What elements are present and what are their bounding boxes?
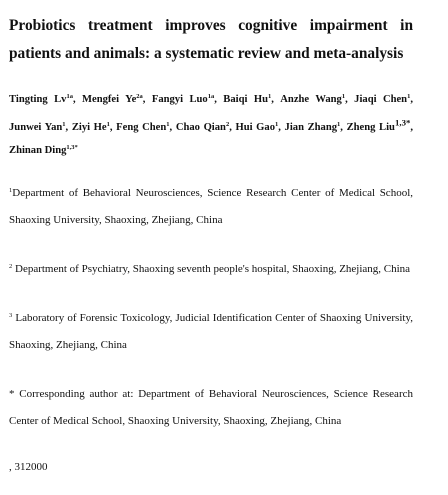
author-affiliation-mark: 1 (337, 120, 341, 128)
paper-title: Probiotics treatment improves cognitive impairment in patients and animals: a systematic review and meta-analysis (9, 17, 413, 62)
author-affiliation-mark: 1 (341, 93, 346, 100)
author-separator: , (169, 121, 176, 133)
author (82, 94, 152, 105)
author-affiliation-mark: 1,3* (394, 117, 411, 127)
author-affiliation-mark: 2 (225, 120, 230, 128)
author-separator: , (65, 121, 72, 133)
author-affiliation-mark: 1 (166, 120, 170, 128)
author-affiliation-mark: 1 (275, 120, 279, 128)
author-affiliation-mark: 1 (62, 120, 66, 128)
author-name: Hui Gao (235, 121, 276, 133)
author-name: Baiqi Hu (223, 94, 268, 105)
author-affiliation-mark: 1a (207, 93, 215, 100)
author (116, 122, 176, 133)
author-separator: , (109, 121, 117, 133)
author-separator: , (229, 121, 236, 133)
author-list (9, 88, 413, 162)
author-separator: , (278, 121, 285, 133)
author-name: Tingting Lv (9, 94, 67, 105)
affiliation-3 (9, 305, 413, 359)
author-affiliation-mark: 1,3* (66, 143, 78, 151)
author (235, 122, 284, 133)
author-affiliation-mark: 1a (66, 93, 73, 100)
affiliation-mark: 1 (9, 186, 13, 194)
author (280, 94, 354, 105)
author (223, 94, 280, 105)
author-name: Zheng Liu (346, 121, 395, 133)
author-name: Jiaqi Chen (354, 94, 408, 105)
author (354, 94, 413, 105)
paper-page (9, 12, 413, 477)
affiliation-mark: 3 (9, 311, 13, 319)
author (9, 94, 82, 105)
author-name: Feng Chen (116, 121, 167, 133)
corresponding-author-note (9, 381, 413, 435)
author-separator: , (72, 94, 83, 105)
author-name: Jian Zhang (284, 121, 338, 133)
author-separator: , (410, 94, 413, 105)
postcode: , 312000 (9, 460, 48, 473)
author-affiliation-mark: 1 (106, 120, 110, 128)
author-name: Junwei Yan (9, 121, 63, 133)
corresponding-mark: * (9, 387, 15, 400)
affiliation-text: Department of Psychiatry, Shaoxing seventh people's hospital, Shaoxing, Zhejiang, China (12, 262, 411, 275)
author-affiliation-mark: 1 (407, 93, 411, 100)
author (152, 94, 223, 105)
author-affiliation-mark: 2a (136, 93, 143, 100)
affiliation-mark: 2 (9, 262, 13, 270)
author (176, 122, 236, 133)
affiliation-2 (9, 256, 413, 283)
author-separator: , (271, 94, 281, 105)
author-name: Fangyi Luo (151, 94, 208, 105)
author-separator: , (340, 121, 347, 133)
author-separator: , (410, 121, 414, 133)
affiliation-text: Laboratory of Forensic Toxicology, Judicial Identification Center of Shaoxing University, Shaoxing, Zhejiang, China (9, 311, 413, 351)
author-name: Mengfei Ye (82, 94, 137, 105)
author (9, 145, 78, 156)
author-name: Zhinan Ding (9, 144, 67, 156)
author (285, 122, 347, 133)
author (9, 122, 72, 133)
author (346, 117, 414, 133)
author-name: Anzhe Wang (280, 94, 342, 105)
affiliation-text: Department of Behavioral Neurosciences, Science Research Center of Medical School, Shaoxing University, Shaoxing, Zhejiang, China (9, 186, 413, 226)
corresponding-text: Corresponding author at: Department of Behavioral Neurosciences, Science Research Center of Medical School, Shaoxing University, Shaoxing, Zhejiang, China (9, 387, 413, 427)
author-separator: , (142, 94, 152, 105)
author-separator: , (345, 94, 355, 105)
author (72, 122, 116, 133)
author-name: Chao Qian (175, 121, 226, 133)
author-name: Ziyi He (71, 121, 107, 133)
affiliation-1 (9, 180, 413, 234)
author-separator: , (214, 94, 224, 105)
author-affiliation-mark: 1 (267, 93, 272, 100)
